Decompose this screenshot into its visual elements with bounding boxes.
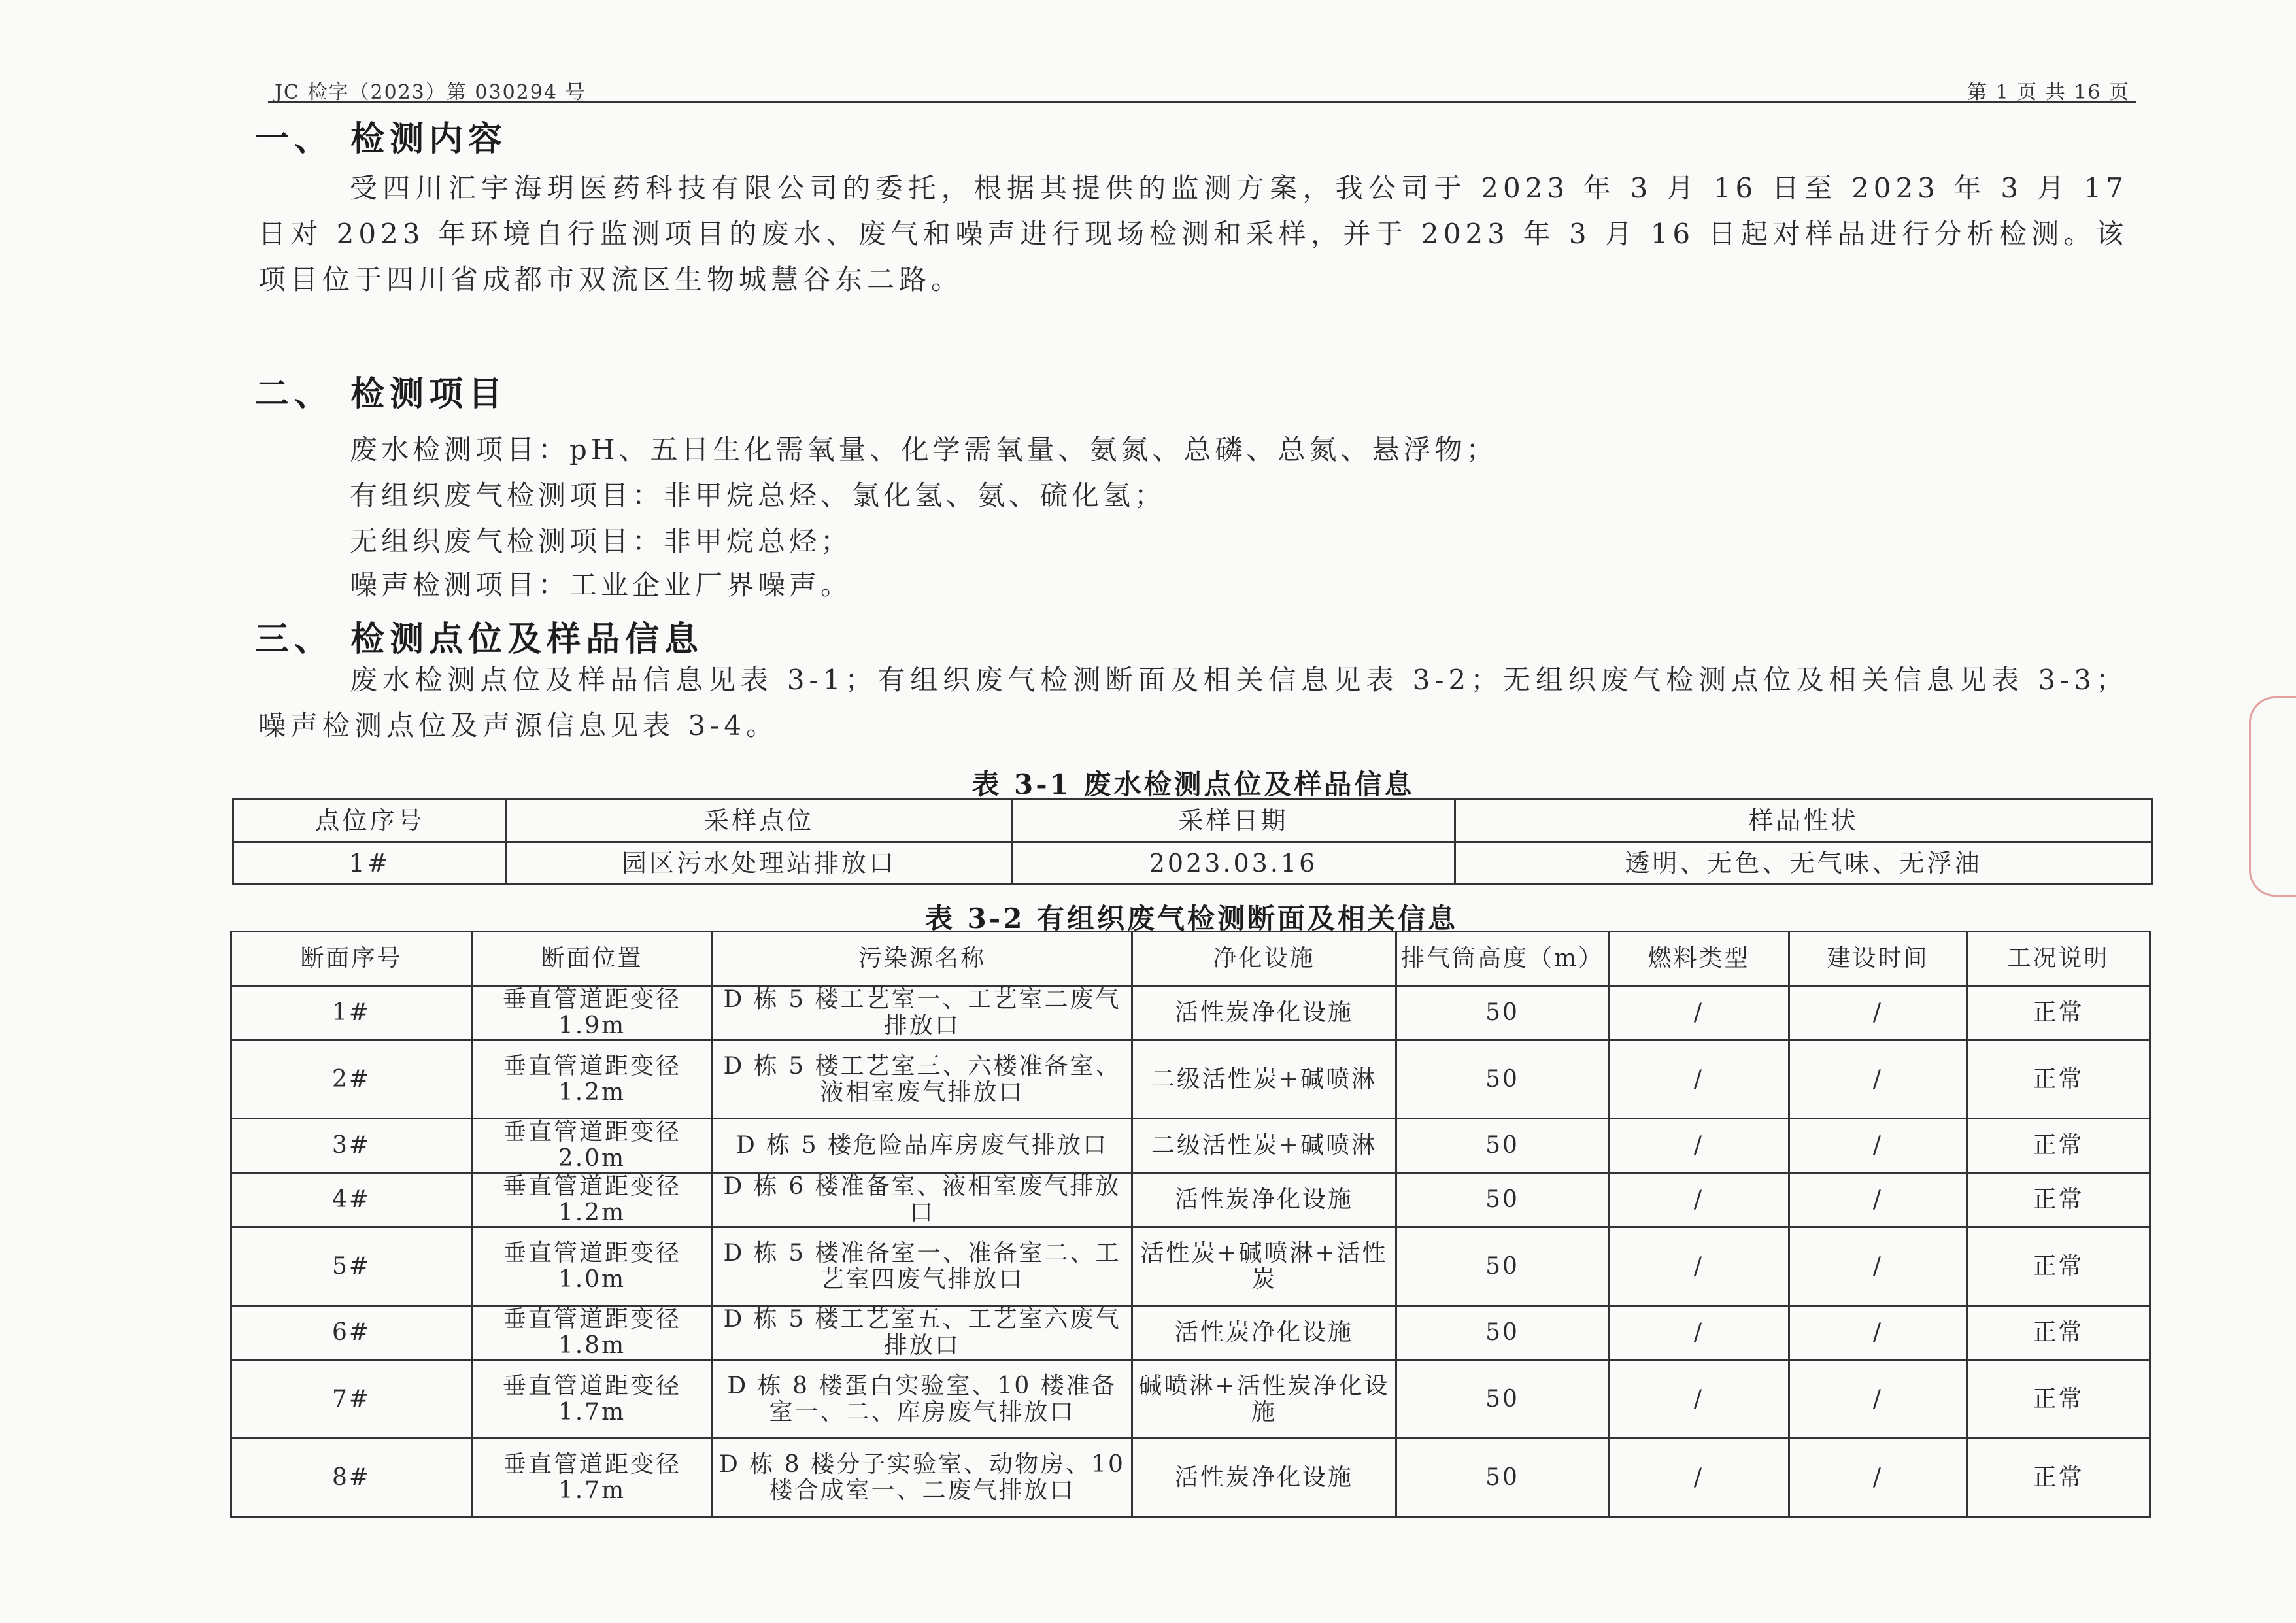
table-cell: / (1609, 1306, 1789, 1360)
table-header: 断面位置 (472, 932, 713, 986)
table-cell: / (1789, 986, 1967, 1040)
table-cell: 50 (1396, 1439, 1609, 1517)
table-cell: 正常 (1967, 986, 2150, 1040)
table-cell: 活性炭净化设施 (1132, 986, 1396, 1040)
table-cell: 二级活性炭+碱喷淋 (1132, 1119, 1396, 1173)
table-cell: 透明、无色、无气味、无浮油 (1455, 842, 2152, 884)
table-cell: 1# (231, 986, 472, 1040)
item-unorganized-gas: 无组织废气检测项目：非甲烷总烃； (350, 525, 853, 557)
section-2-title: 二、 检测项目 (255, 374, 508, 414)
table-cell: / (1789, 1360, 1967, 1439)
table-cell: / (1609, 1119, 1789, 1173)
table-cell: / (1789, 1173, 1967, 1227)
table-cell: / (1609, 986, 1789, 1040)
table-cell: 垂直管道距变径 1.0m (472, 1227, 713, 1306)
table-cell: D 栋 8 楼分子实验室、动物房、10 楼合成室一、二废气排放口 (713, 1439, 1132, 1517)
table-cell: 50 (1396, 1360, 1609, 1439)
table-header: 建设时间 (1789, 932, 1967, 986)
seal-stamp (2249, 696, 2296, 897)
table-cell: 50 (1396, 1119, 1609, 1173)
table-header: 断面序号 (231, 932, 472, 986)
table-cell: 50 (1396, 1306, 1609, 1360)
table-header: 采样点位 (507, 799, 1012, 842)
table-cell: 2# (231, 1040, 472, 1119)
table-cell: 碱喷淋+活性炭净化设施 (1132, 1360, 1396, 1439)
table-cell: 垂直管道距变径 1.7m (472, 1360, 713, 1439)
table-header: 净化设施 (1132, 932, 1396, 986)
table-header: 采样日期 (1012, 799, 1455, 842)
table-cell: 50 (1396, 1227, 1609, 1306)
table-cell: D 栋 5 楼危险品库房废气排放口 (713, 1119, 1132, 1173)
section-3-title: 三、 检测点位及样品信息 (255, 619, 704, 659)
table-cell: 50 (1396, 986, 1609, 1040)
table-row (231, 1173, 2150, 1227)
table-cell: D 栋 5 楼准备室一、准备室二、工艺室四废气排放口 (713, 1227, 1132, 1306)
table-cell: / (1609, 1360, 1789, 1439)
table-header: 工况说明 (1967, 932, 2150, 986)
table-cell: / (1789, 1119, 1967, 1173)
table-cell: / (1789, 1227, 1967, 1306)
table-cell: 垂直管道距变径 1.2m (472, 1173, 713, 1227)
table-cell: / (1609, 1227, 1789, 1306)
table-3-1 (232, 798, 2153, 885)
table-cell: 正常 (1967, 1119, 2150, 1173)
table-cell: 正常 (1967, 1439, 2150, 1517)
table-cell: D 栋 5 楼工艺室五、工艺室六废气排放口 (713, 1306, 1132, 1360)
table-cell: D 栋 8 楼蛋白实验室、10 楼准备室一、二、库房废气排放口 (713, 1360, 1132, 1439)
table-row (233, 842, 2152, 884)
table-cell: 6# (231, 1306, 472, 1360)
table-cell: 活性炭净化设施 (1132, 1439, 1396, 1517)
section-1-title: 一、 检测内容 (255, 119, 508, 159)
table-cell: / (1789, 1306, 1967, 1360)
table-cell: / (1789, 1040, 1967, 1119)
table-cell: / (1609, 1040, 1789, 1119)
table-cell: / (1609, 1173, 1789, 1227)
table-cell: 3# (231, 1119, 472, 1173)
section-3-body: 废水检测点位及样品信息见表 3-1；有组织废气检测断面及相关信息见表 3-2；无组织废气检测点位及相关信息见表 3-3；噪声检测点位及声源信息见表 3-4。 (258, 664, 2128, 742)
table-cell: D 栋 5 楼工艺室三、六楼准备室、液相室废气排放口 (713, 1040, 1132, 1119)
table-cell: 二级活性炭+碱喷淋 (1132, 1040, 1396, 1119)
table-cell: 7# (231, 1360, 472, 1439)
table-3-2-title: 表 3-2 有组织废气检测断面及相关信息 (924, 902, 1459, 934)
table-cell: 垂直管道距变径 1.2m (472, 1040, 713, 1119)
table-cell: 50 (1396, 1173, 1609, 1227)
table-row (231, 1306, 2150, 1360)
item-noise: 噪声检测项目：工业企业厂界噪声。 (350, 569, 853, 601)
table-3-1-title: 表 3-1 废水检测点位及样品信息 (971, 768, 1415, 800)
table-cell: / (1609, 1439, 1789, 1517)
table-cell: 正常 (1967, 1360, 2150, 1439)
table-cell: 活性炭净化设施 (1132, 1173, 1396, 1227)
table-cell: 5# (231, 1227, 472, 1306)
table-cell: 1# (233, 842, 507, 884)
table-header: 污染源名称 (713, 932, 1132, 986)
report-number: JC 检字（2023）第 030294 号 (275, 81, 586, 104)
table-row (231, 1119, 2150, 1173)
table-cell: 垂直管道距变径 2.0m (472, 1119, 713, 1173)
section-1-body: 受四川汇宇海玥医药科技有限公司的委托，根据其提供的监测方案，我公司于 2023 年 3 月 16 日至 2023 年 3 月 17 日对 2023 年环境自行监测项目的废水、废气和噪声进行现场检测和采样，并于 2023 年 3 月 16 日起对样品进行分析检测。该项目位于四川省成都市双流区生物城慧谷东二路。 (258, 172, 2128, 296)
table-row (231, 1040, 2150, 1119)
table-cell: 4# (231, 1173, 472, 1227)
table-cell: 正常 (1967, 1040, 2150, 1119)
table-3-2 (230, 931, 2151, 1518)
table-cell: D 栋 5 楼工艺室一、工艺室二废气排放口 (713, 986, 1132, 1040)
table-header: 燃料类型 (1609, 932, 1789, 986)
table-cell: D 栋 6 楼准备室、液相室废气排放口 (713, 1173, 1132, 1227)
table-cell: / (1789, 1439, 1967, 1517)
page-info: 第 1 页 共 16 页 (1967, 81, 2130, 104)
table-header: 样品性状 (1455, 799, 2152, 842)
table-row (231, 1360, 2150, 1439)
table-cell: 2023.03.16 (1012, 842, 1455, 884)
table-cell: 活性炭净化设施 (1132, 1306, 1396, 1360)
table-cell: 垂直管道距变径 1.9m (472, 986, 713, 1040)
table-cell: 正常 (1967, 1173, 2150, 1227)
table-cell: 50 (1396, 1040, 1609, 1119)
table-cell: 园区污水处理站排放口 (507, 842, 1012, 884)
table-cell: 垂直管道距变径 1.8m (472, 1306, 713, 1360)
table-cell: 8# (231, 1439, 472, 1517)
table-cell: 垂直管道距变径 1.7m (472, 1439, 713, 1517)
table-cell: 正常 (1967, 1306, 2150, 1360)
item-organized-gas: 有组织废气检测项目：非甲烷总烃、氯化氢、氨、硫化氢； (350, 479, 1166, 511)
table-cell: 正常 (1967, 1227, 2150, 1306)
table-row (231, 1439, 2150, 1517)
page-header (268, 73, 2136, 103)
table-header: 排气筒高度（m） (1396, 932, 1609, 986)
item-wastewater: 废水检测项目：pH、五日生化需氧量、化学需氧量、氨氮、总磷、总氮、悬浮物； (350, 434, 1498, 466)
table-header: 点位序号 (233, 799, 507, 842)
table-row (231, 986, 2150, 1040)
table-row (231, 1227, 2150, 1306)
table-cell: 活性炭+碱喷淋+活性炭 (1132, 1227, 1396, 1306)
